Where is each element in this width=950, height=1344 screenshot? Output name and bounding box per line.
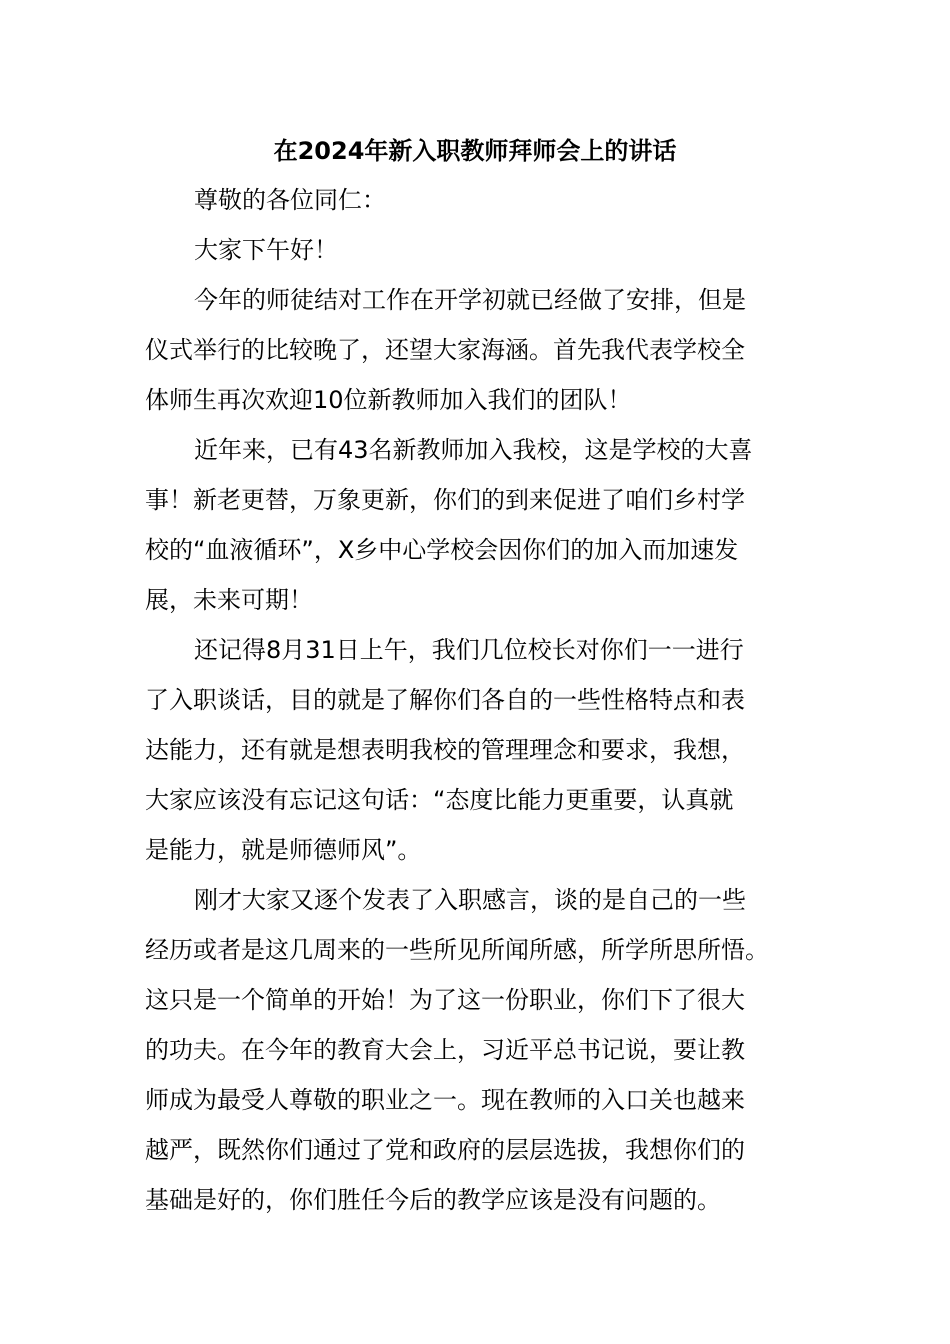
paragraph-line: 校的“血液循环”，X乡中心学校会因你们的加入而加速发 <box>145 536 739 564</box>
paragraph-line: 仪式举行的比较晚了，还望大家海涵。首先我代表学校全 <box>145 336 745 364</box>
paragraph-line: 展，未来可期！ <box>145 586 313 614</box>
document-title: 在2024年新入职教师拜师会上的讲话 <box>273 137 677 165</box>
paragraph-line: 今年的师徒结对工作在开学初就已经做了安排，但是 <box>194 286 746 314</box>
paragraph-line: 是能力，就是师德师风”。 <box>145 836 422 864</box>
salutation: 尊敬的各位同仁： <box>194 186 386 214</box>
paragraph-line: 还记得8月31日上午，我们几位校长对你们一一进行 <box>194 636 744 664</box>
paragraph-line: 了入职谈话，目的就是了解你们各自的一些性格特点和表 <box>145 686 745 714</box>
paragraph-line: 这只是一个简单的开始！为了这一份职业，你们下了很大 <box>145 986 745 1014</box>
paragraph-line: 刚才大家又逐个发表了入职感言，谈的是自己的一些 <box>194 886 746 914</box>
paragraph-line: 大家应该没有忘记这句话：“态度比能力更重要，认真就 <box>145 786 734 814</box>
paragraph-line: 经历或者是这几周来的一些所见所闻所感，所学所思所悟。 <box>145 936 769 964</box>
greeting: 大家下午好！ <box>194 236 338 264</box>
paragraph-line: 达能力，还有就是想表明我校的管理理念和要求，我想， <box>145 736 745 764</box>
paragraph-line: 师成为最受人尊敬的职业之一。现在教师的入口关也越来 <box>145 1086 745 1114</box>
paragraph-line: 越严，既然你们通过了党和政府的层层选拔，我想你们的 <box>145 1136 745 1164</box>
paragraph-line: 的功夫。在今年的教育大会上，习近平总书记说，要让教 <box>145 1036 745 1064</box>
paragraph-line: 基础是好的，你们胜任今后的教学应该是没有问题的。 <box>145 1186 721 1214</box>
paragraph-line: 近年来，已有43名新教师加入我校，这是学校的大喜 <box>194 436 753 464</box>
paragraph-line: 体师生再次欢迎10位新教师加入我们的团队！ <box>145 386 632 414</box>
paragraph-line: 事！新老更替，万象更新，你们的到来促进了咱们乡村学 <box>145 486 745 514</box>
